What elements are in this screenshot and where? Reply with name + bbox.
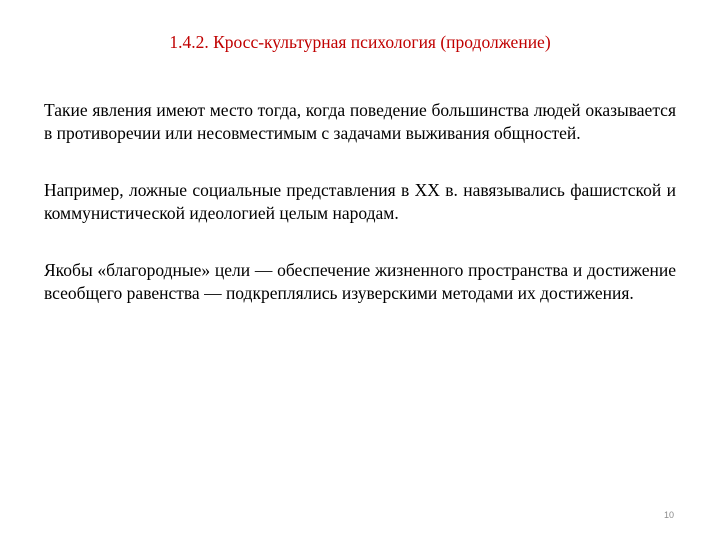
paragraph-noble-goals: Якобы «благородные» цели — обеспечение жизненного пространства и достижение всеобщего равенства — подкреплялись изуверскими методами их достижения. [44,260,676,303]
page-number: 10 [663,510,674,520]
slide-title: 1.4.2. Кросс-культурная психология (продолжение) [169,32,551,52]
slide-body [44,99,676,305]
paragraph-false-social-representations: Например, ложные социальные представления в XX в. навязывались фашистской и коммунистической идеологией целым народам. [44,180,676,223]
paragraph-survival-contradiction: Такие явления имеют место тогда, когда поведение большинства людей оказывается в противоречии или несовместимым с задачами выживания общностей. [44,100,676,143]
